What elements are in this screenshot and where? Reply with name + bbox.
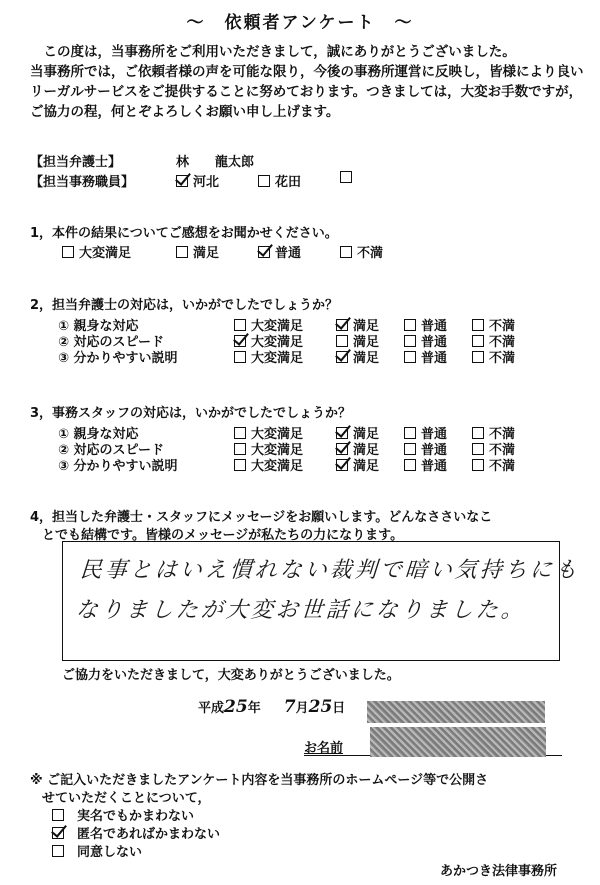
q1-option-very-satisfied[interactable]: 大変満足 [62, 242, 131, 261]
rating-label: 不満 [489, 335, 516, 350]
q2-row-3-option-2[interactable] [336, 347, 379, 366]
q1-checkbox-2[interactable] [176, 246, 188, 258]
date-month-unit: 月 [295, 701, 309, 716]
rating-label: 普通 [421, 443, 448, 458]
q1-option-dissatisfied[interactable]: 不満 [340, 242, 383, 261]
q3-row-label: ③ 分かりやすい説明 [58, 459, 178, 474]
q3-checkbox[interactable] [234, 459, 246, 471]
rating-label: 満足 [353, 335, 380, 350]
q3-checkbox[interactable] [472, 459, 484, 471]
q3-checkbox[interactable] [472, 443, 484, 455]
q2-checkbox[interactable] [472, 335, 484, 347]
q3-checkbox[interactable] [404, 427, 416, 439]
q3-row-label: ① 親身な対応 [58, 427, 139, 442]
q3-row-3-option-3[interactable] [404, 455, 447, 474]
q3-row-3-option-4[interactable] [472, 455, 515, 474]
q1-checkbox-1[interactable] [62, 246, 74, 258]
intro-text [30, 42, 590, 122]
rating-label: 普通 [421, 335, 448, 350]
disclosure-checkbox-1[interactable] [52, 809, 64, 821]
disclosure-checkbox-2[interactable] [52, 827, 64, 839]
q3-checkbox[interactable] [336, 459, 348, 471]
survey-title: 〜 依頼者アンケート 〜 [186, 13, 414, 33]
rating-label: 大変満足 [251, 319, 304, 334]
date-month: 7 [283, 697, 296, 717]
q1-option-normal[interactable]: 普通 [258, 242, 301, 261]
clerk-checkbox-2[interactable] [258, 175, 270, 187]
date-year: 25 [224, 697, 248, 717]
rating-label: 大変満足 [251, 427, 304, 442]
q2-checkbox[interactable] [336, 351, 348, 363]
q2-row-3-option-3[interactable] [404, 347, 447, 366]
disclosure-note-line-1: ※ ご記入いただきましたアンケート内容を当事務所のホームページ等で公開さ [30, 773, 489, 788]
disclosure-option-real-name[interactable]: 実名でもかまわない [52, 805, 194, 824]
q2-row-3-option-4[interactable] [472, 347, 515, 366]
q2-checkbox[interactable] [234, 319, 246, 331]
rating-label: 不満 [489, 459, 516, 474]
q2-checkbox[interactable] [404, 335, 416, 347]
q2-checkbox[interactable] [404, 319, 416, 331]
q2-checkbox[interactable] [336, 335, 348, 347]
rating-label: 大変満足 [251, 443, 304, 458]
q2-checkbox[interactable] [472, 351, 484, 363]
q1-checkbox-3[interactable] [258, 246, 270, 258]
clerk-label: 【担当事務職員】 [30, 175, 135, 190]
q3-checkbox[interactable] [336, 427, 348, 439]
rating-label: 不満 [489, 427, 516, 442]
q3-checkbox[interactable] [472, 427, 484, 439]
message-line-2: なりましたが大変お世話になりました。 [74, 598, 527, 623]
q1-checkbox-4[interactable] [340, 246, 352, 258]
disclosure-checkbox-3[interactable] [52, 845, 64, 857]
q2-row-label: ③ 分かりやすい説明 [58, 351, 178, 366]
message-line-1: 民事とはいえ慣れない裁判で暗い気持ちにも [78, 558, 581, 583]
date-line [198, 697, 345, 717]
q3-row-3-option-1[interactable] [234, 455, 303, 474]
q4-question-line-2: とでも結構です。皆様のメッセージが私たちの力になります。 [42, 528, 404, 543]
rating-label: 満足 [353, 319, 380, 334]
q3-question: 3，事務スタッフの対応は，いかがでしたでしょうか？ [30, 406, 352, 421]
q2-checkbox[interactable] [234, 335, 246, 347]
q2-question: 2，担当弁護士の対応は，いかがでしたでしょうか？ [30, 298, 339, 313]
q3-row-label: ② 対応のスピード [58, 443, 165, 458]
clerk-checkbox-1[interactable] [176, 175, 188, 187]
clerk-option-kawakita[interactable]: 河北 [176, 171, 219, 190]
q2-checkbox[interactable] [472, 319, 484, 331]
rating-label: 満足 [353, 459, 380, 474]
redacted-name-area [370, 727, 546, 757]
rating-label: 大変満足 [251, 351, 304, 366]
rating-label: 満足 [353, 351, 380, 366]
disclosure-option-decline[interactable]: 同意しない [52, 841, 142, 860]
q2-row-label: ① 親身な対応 [58, 319, 139, 334]
q3-checkbox[interactable] [404, 459, 416, 471]
rating-label: 大変満足 [251, 335, 304, 350]
rating-label: 普通 [421, 459, 448, 474]
clerk-option-hanada[interactable]: 花田 [258, 171, 301, 190]
date-year-unit: 年 [247, 701, 261, 716]
intro-line-1: この度は，当事務所をご利用いただきまして，誠にありがとうございました。 [43, 44, 516, 60]
q3-checkbox[interactable] [234, 427, 246, 439]
lawyer-label: 【担当弁護士】 [30, 155, 122, 170]
rating-label: 不満 [489, 351, 516, 366]
lawyer-name: 林 龍太郎 [176, 155, 255, 170]
q1-question: 1，本件の結果についてご感想をお聞かせください。 [30, 226, 338, 241]
law-firm-name: あかつき法律事務所 [440, 864, 558, 879]
date-day: 25 [308, 697, 333, 717]
date-day-unit: 日 [332, 701, 346, 716]
q2-checkbox[interactable] [404, 351, 416, 363]
clerk-checkbox-3[interactable] [340, 171, 352, 183]
disclosure-option-anonymous[interactable]: 匿名であればかまわない [52, 823, 220, 842]
rating-label: 普通 [421, 319, 448, 334]
rating-label: 不満 [489, 319, 516, 334]
q3-checkbox[interactable] [234, 443, 246, 455]
rating-label: 不満 [489, 443, 516, 458]
thanks-text: ご協力をいただきまして，大変ありがとうございました。 [62, 668, 400, 683]
disclosure-note-line-2: せていただくことについて， [42, 791, 211, 806]
date-era: 平成 [198, 701, 225, 716]
q2-checkbox[interactable] [336, 319, 348, 331]
intro-line-2: 当事務所では，ご依頼者様の声を可能な限り，今後の事務所運営に反映し，皆様により良いリーガルサービスをご提供することに努めております。つきましては，大変お手数ですが，ご協力の程，何とぞよろしくお願い申し上げます。 [30, 64, 584, 120]
rating-label: 普通 [421, 427, 448, 442]
q3-row-3-option-2[interactable] [336, 455, 379, 474]
q2-checkbox[interactable] [234, 351, 246, 363]
q3-checkbox[interactable] [404, 443, 416, 455]
q4-question-line-1: 4，担当した弁護士・スタッフにメッセージをお願いします。どんなささいなこ [30, 510, 493, 525]
q2-row-label: ② 対応のスピード [58, 335, 165, 350]
clerk-option-blank[interactable] [340, 171, 357, 186]
q2-row-3-option-1[interactable] [234, 347, 303, 366]
rating-label: 大変満足 [251, 459, 304, 474]
redacted-date-area [367, 701, 545, 723]
rating-label: 満足 [353, 427, 380, 442]
name-label: お名前 [304, 741, 344, 756]
rating-label: 普通 [421, 351, 448, 366]
q1-option-satisfied[interactable]: 満足 [176, 242, 219, 261]
q3-checkbox[interactable] [336, 443, 348, 455]
rating-label: 満足 [353, 443, 380, 458]
